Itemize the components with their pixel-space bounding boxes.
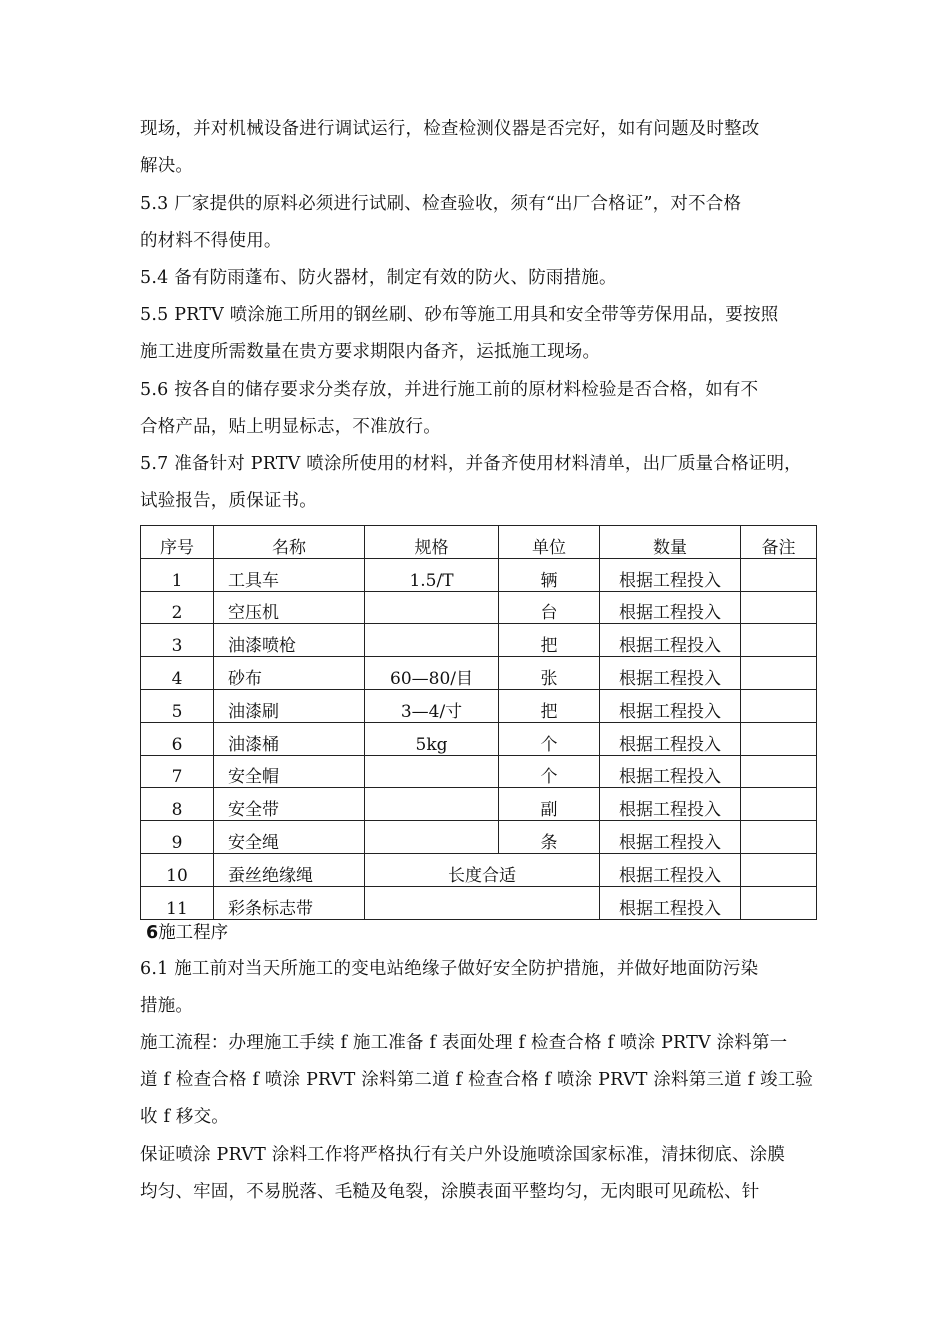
table-cell: 60—80/目 (365, 657, 499, 690)
section-number: 6 (146, 923, 159, 943)
paragraph-line: 试验报告，质保证书。 (140, 491, 317, 511)
table-cell (741, 853, 817, 886)
header-cell: 数量 (600, 526, 741, 559)
paragraph-line: 均匀、牢固，不易脱落、毛糙及龟裂，涂膜表面平整均匀，无肉眼可见疏松、针 (140, 1182, 760, 1202)
table-row (141, 624, 817, 657)
table-row (141, 886, 817, 919)
header-cell: 备注 (741, 526, 817, 559)
table-row (141, 788, 817, 821)
table-cell: 9 (141, 821, 214, 854)
table-cell (741, 886, 817, 919)
table-cell: 3 (141, 624, 214, 657)
paragraph-line: 的材料不得使用。 (140, 231, 282, 251)
paragraph-line: 保证喷涂 PRVT 涂料工作将严格执行有关户外设施喷涂国家标准，清抹彻底、涂膜 (140, 1145, 786, 1165)
table-row (141, 591, 817, 624)
paragraph-line: 5.3 厂家提供的原料必须进行试刷、检查验收，须有“出厂合格证”，对不合格 (140, 194, 742, 214)
table-cell: 个 (499, 755, 600, 788)
table-header-row (141, 526, 817, 559)
table-cell: 把 (499, 689, 600, 722)
table-cell: 3—4/寸 (365, 689, 499, 722)
table-cell: 张 (499, 657, 600, 690)
paragraph-line: 道 f 检查合格 f 喷涂 PRVT 涂料第二道 f 检查合格 f 喷涂 PRVT 涂料第三道 f 竣工验 (140, 1070, 814, 1090)
table-row (141, 821, 817, 854)
table-cell: 根据工程投入 (600, 755, 741, 788)
table-cell: 5 (141, 689, 214, 722)
header-cell: 序号 (141, 526, 214, 559)
paragraph-line: 5.5 PRTV 喷涂施工所用的钢丝刷、砂布等施工用具和安全带等劳保用品，要按照 (140, 305, 779, 325)
table-cell: 台 (499, 591, 600, 624)
table-cell: 5kg (365, 722, 499, 755)
table-cell-merged (365, 886, 600, 919)
table-cell: 8 (141, 788, 214, 821)
table-cell: 7 (141, 755, 214, 788)
table-cell (365, 591, 499, 624)
table-row (141, 558, 817, 591)
table-cell: 6 (141, 722, 214, 755)
table-cell: 砂布 (214, 657, 365, 690)
table-cell: 油漆喷枪 (214, 624, 365, 657)
table-cell: 根据工程投入 (600, 886, 741, 919)
paragraph-line: 现场，并对机械设备进行调试运行，检查检测仪器是否完好，如有问题及时整改 (140, 119, 760, 139)
table-cell (741, 657, 817, 690)
table-cell: 油漆桶 (214, 722, 365, 755)
paragraph-line: 解决。 (140, 156, 194, 176)
section-heading (146, 922, 228, 944)
table-cell (365, 821, 499, 854)
table-cell (365, 755, 499, 788)
table-cell: 把 (499, 624, 600, 657)
table-cell: 4 (141, 657, 214, 690)
table-cell: 1 (141, 558, 214, 591)
table-cell: 安全带 (214, 788, 365, 821)
table-row (141, 657, 817, 690)
header-cell: 单位 (499, 526, 600, 559)
table-cell: 根据工程投入 (600, 821, 741, 854)
table-row (141, 722, 817, 755)
table-cell: 根据工程投入 (600, 853, 741, 886)
table-cell: 条 (499, 821, 600, 854)
table-cell: 根据工程投入 (600, 624, 741, 657)
table-cell-merged: 长度合适 (365, 853, 600, 886)
table-cell: 11 (141, 886, 214, 919)
table-cell: 根据工程投入 (600, 657, 741, 690)
table-cell (741, 689, 817, 722)
paragraph-line: 措施。 (140, 996, 194, 1016)
table-row (141, 755, 817, 788)
table-cell: 油漆刷 (214, 689, 365, 722)
table-cell: 安全绳 (214, 821, 365, 854)
table-cell: 安全帽 (214, 755, 365, 788)
table-cell: 1.5/T (365, 558, 499, 591)
table-cell (741, 821, 817, 854)
paragraph-line: 5.4 备有防雨蓬布、防火器材，制定有效的防火、防雨措施。 (140, 268, 617, 288)
table-cell: 蚕丝绝缘绳 (214, 853, 365, 886)
paragraph-line: 6.1 施工前对当天所施工的变电站绝缘子做好安全防护措施，并做好地面防污染 (140, 959, 759, 979)
table-cell: 根据工程投入 (600, 558, 741, 591)
table-row (141, 689, 817, 722)
paragraph-line: 收 f 移交。 (140, 1107, 230, 1127)
table-cell: 工具车 (214, 558, 365, 591)
materials-table (140, 525, 817, 920)
table-cell: 辆 (499, 558, 600, 591)
table-cell: 根据工程投入 (600, 722, 741, 755)
table-cell (741, 624, 817, 657)
header-cell: 规格 (365, 526, 499, 559)
table-cell (741, 591, 817, 624)
paragraph-line: 施工流程：办理施工手续 f 施工准备 f 表面处理 f 检查合格 f 喷涂 PRTV 涂料第一 (140, 1033, 788, 1053)
table-cell: 根据工程投入 (600, 591, 741, 624)
paragraph-line: 施工进度所需数量在贵方要求期限内备齐，运抵施工现场。 (140, 342, 601, 362)
section-title: 施工程序 (158, 923, 229, 943)
table-cell: 根据工程投入 (600, 788, 741, 821)
paragraph-line: 合格产品，贴上明显标志，不准放行。 (140, 417, 441, 437)
table-cell: 副 (499, 788, 600, 821)
table-cell (741, 722, 817, 755)
table-cell (365, 788, 499, 821)
table-cell: 根据工程投入 (600, 689, 741, 722)
paragraph-line: 5.6 按各自的储存要求分类存放，并进行施工前的原材料检验是否合格，如有不 (140, 380, 759, 400)
table-cell: 彩条标志带 (214, 886, 365, 919)
table-cell: 2 (141, 591, 214, 624)
table-row (141, 853, 817, 886)
table-cell: 个 (499, 722, 600, 755)
table-cell: 空压机 (214, 591, 365, 624)
table-cell (741, 788, 817, 821)
paragraph-line: 5.7 准备针对 PRTV 喷涂所使用的材料，并备齐使用材料清单，出厂质量合格证明， (140, 454, 802, 474)
table-cell (741, 558, 817, 591)
table-cell: 10 (141, 853, 214, 886)
table-cell (365, 624, 499, 657)
header-cell: 名称 (214, 526, 365, 559)
table-cell (741, 755, 817, 788)
